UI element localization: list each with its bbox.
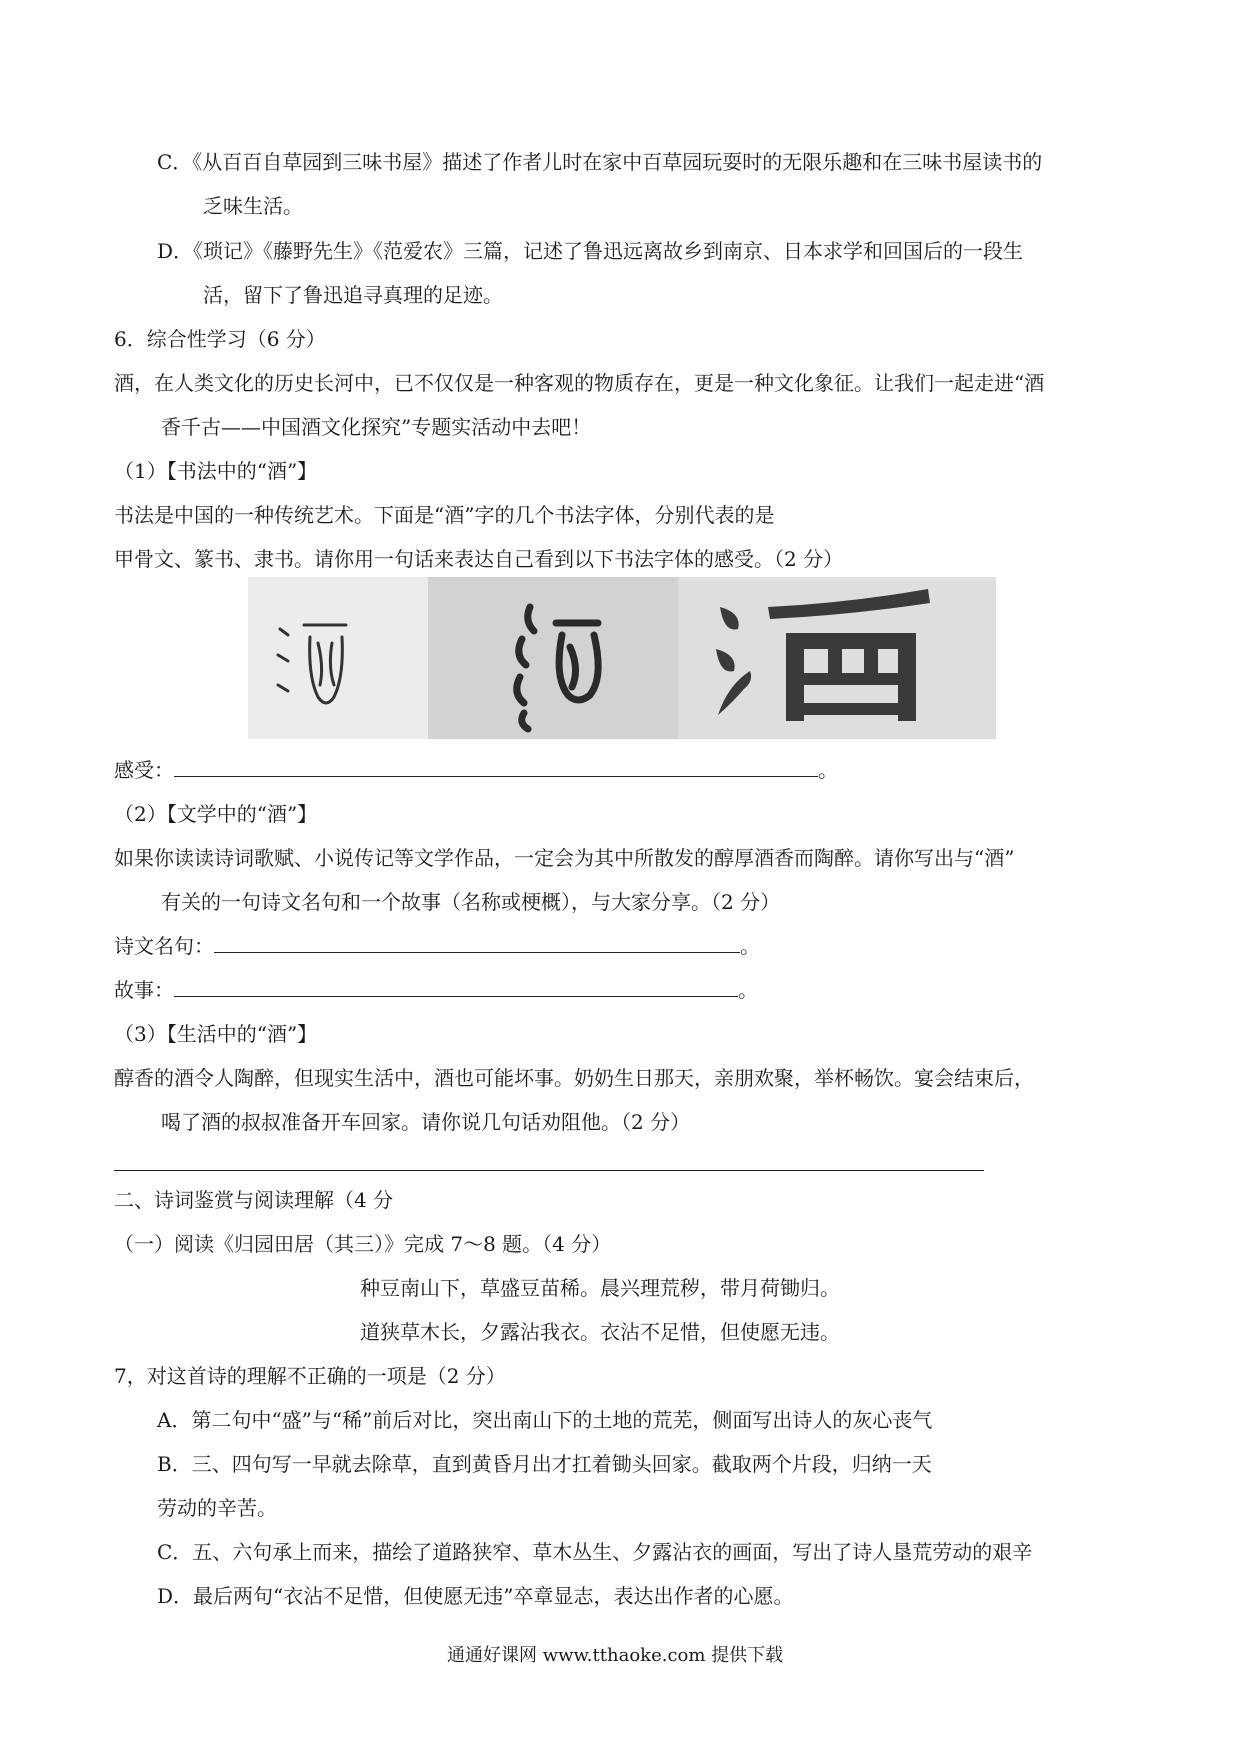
feeling-answer-line xyxy=(114,756,838,784)
q7-option-d: D．最后两句“衣沾不足惜，但使愿无违”卒章显志，表达出作者的心愿。 xyxy=(157,1584,794,1608)
q5-option-c-line2: 乏味生活。 xyxy=(203,194,303,218)
q6-intro-line2: 香千古——中国酒文化探究”专题实活动中去吧！ xyxy=(161,415,592,439)
section2-heading: 二、诗词鉴赏与阅读理解（4 分 xyxy=(114,1188,394,1212)
q5-option-d-line1: D．《琐记》《藤野先生》《范爱农》三篇，记述了鲁迅远离故乡到南京、日本求学和回国后的一段生 xyxy=(157,239,1024,263)
q7-option-b-line1: B．三、四句写一早就去除草，直到黄昏月出才扛着锄头回家。截取两个片段，归纳一天 xyxy=(157,1452,932,1476)
q6-intro-line1: 酒，在人类文化的历史长河中，已不仅仅是一种客观的物质存在，更是一种文化象征。让我们一起走进“酒 xyxy=(114,371,1045,395)
calligraphy-panel-oracle xyxy=(248,577,428,739)
part3-answer-blank[interactable] xyxy=(114,1170,984,1171)
q6-part2-title: （2）【文学中的“酒”】 xyxy=(114,802,318,826)
q6-heading: 6．综合性学习（6 分） xyxy=(114,327,326,351)
q6-part3-line1: 醇香的酒令人陶醉，但现实生活中，酒也可能坏事。奶奶生日那天，亲朋欢聚，举杯畅饮。宴会结束后， xyxy=(114,1066,1034,1090)
poem-line-1: 种豆南山下，草盛豆苗稀。晨兴理荒秽，带月荷锄归。 xyxy=(360,1276,840,1300)
q6-part2-line1: 如果你读读诗词歌赋、小说传记等文学作品，一定会为其中所散发的醇厚酒香而陶醉。请你写出与“酒” xyxy=(114,846,1015,870)
calligraphy-svg xyxy=(248,577,996,739)
story-label: 故事： xyxy=(114,978,174,1002)
q5-option-c-line1: C．《从百百自草园到三味书屋》描述了作者儿时在家中百草园玩耍时的无限乐趣和在三味书屋读书的 xyxy=(157,150,1043,174)
feeling-end: 。 xyxy=(818,758,838,782)
story-blank[interactable] xyxy=(174,976,738,997)
poem-blank[interactable] xyxy=(214,932,740,953)
calligraphy-image xyxy=(248,577,996,739)
q6-part3-title: （3）【生活中的“酒”】 xyxy=(114,1022,318,1046)
q6-part1-line1: 书法是中国的一种传统艺术。下面是“酒”字的几个书法字体，分别代表的是 xyxy=(114,503,775,527)
story-answer-line xyxy=(114,976,758,1004)
poem-label: 诗文名句： xyxy=(114,934,214,958)
q6-part1-title: （1）【书法中的“酒”】 xyxy=(114,459,318,483)
story-end: 。 xyxy=(738,978,758,1002)
q6-part2-line2: 有关的一句诗文名句和一个故事（名称或梗概），与大家分享。（2 分） xyxy=(161,890,781,914)
q7-stem: 7，对这首诗的理解不正确的一项是（2 分） xyxy=(114,1364,506,1388)
q5-option-d-line2: 活，留下了鲁迅追寻真理的足迹。 xyxy=(203,283,503,307)
poem-answer-line xyxy=(114,932,760,960)
q7-option-b-line2: 劳动的辛苦。 xyxy=(157,1496,277,1520)
section2-sub1: （一）阅读《归园田居（其三）》完成 7～8 题。（4 分） xyxy=(114,1232,612,1256)
page-footer: 通通好课网 www.tthaoke.com 提供下载 xyxy=(447,1645,784,1666)
poem-end: 。 xyxy=(740,934,760,958)
q7-option-a: A．第二句中“盛”与“稀”前后对比，突出南山下的土地的荒芜，侧面写出诗人的灰心丧气 xyxy=(157,1408,933,1432)
q6-part1-line2: 甲骨文、篆书、隶书。请你用一句话来表达自己看到以下书法字体的感受。（2 分） xyxy=(114,547,844,571)
feeling-blank[interactable] xyxy=(174,756,818,777)
poem-line-2: 道狭草木长，夕露沾我衣。衣沾不足惜，但使愿无违。 xyxy=(360,1320,840,1344)
q6-part3-line2: 喝了酒的叔叔准备开车回家。请你说几句话劝阻他。（2 分） xyxy=(161,1110,691,1134)
feeling-label: 感受： xyxy=(114,758,174,782)
q7-option-c: C．五、六句承上而来，描绘了道路狭窄、草木丛生、夕露沾衣的画面，写出了诗人垦荒劳动的艰辛 xyxy=(157,1540,1033,1564)
calligraphy-panel-seal xyxy=(428,577,678,739)
